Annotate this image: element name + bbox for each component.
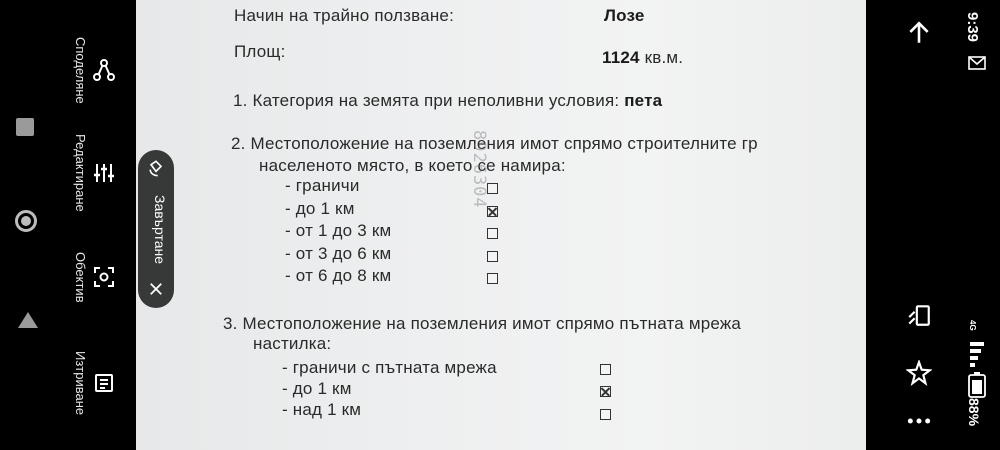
area-value: 1124 [602, 48, 640, 67]
q3-checkbox-0 [600, 364, 611, 375]
back-button[interactable] [18, 312, 38, 328]
q3-checkbox-2 [600, 409, 611, 420]
area-value-row [602, 48, 683, 68]
signal-icon [968, 340, 986, 370]
sliders-icon [92, 161, 116, 185]
delete-label: Изтриване [73, 350, 88, 416]
area-unit: кв.м. [644, 48, 684, 67]
rotate-icon [146, 158, 166, 178]
network-type: 4G [968, 320, 977, 331]
usage-label: Начин на трайно ползване: [234, 6, 455, 25]
q2-option-4: - от 6 до 8 км [285, 266, 392, 285]
stamp-number: 8926304 [469, 130, 489, 209]
document-photo [136, 0, 866, 450]
status-bar [956, 0, 1000, 450]
edit-label: Редактиране [73, 134, 88, 212]
share-icon [92, 58, 116, 82]
q3-line2: настилка: [253, 334, 332, 353]
q1-answer: пета [624, 91, 663, 110]
lens-action[interactable] [64, 227, 130, 327]
star-sparkle-icon[interactable] [906, 360, 932, 386]
battery-percent: 88% [966, 398, 982, 427]
q2-option-1: - до 1 км [285, 199, 355, 218]
q2-option-3: - от 3 до 6 км [285, 244, 392, 263]
close-icon[interactable] [147, 280, 165, 298]
q2-option-0: - граничи [285, 176, 360, 195]
q3-option-0: - граничи с пътната мрежа [282, 358, 497, 377]
share-label: Споделяне [73, 36, 88, 104]
q2-checkbox-3 [487, 251, 498, 262]
battery-icon [968, 372, 986, 398]
home-button[interactable] [15, 210, 37, 232]
q1-row [233, 91, 662, 111]
more-options-icon[interactable] [906, 408, 932, 434]
q2-checkbox-4 [487, 273, 498, 284]
lens-action-column [58, 0, 136, 450]
lens-icon [92, 265, 116, 289]
share-action[interactable] [64, 20, 130, 120]
q3-option-2: - над 1 км [282, 400, 362, 419]
mail-icon [968, 56, 986, 70]
q3-option-1: - до 1 км [282, 379, 352, 398]
q2-checkbox-2 [487, 228, 498, 239]
delete-action[interactable] [64, 333, 130, 433]
arrow-up-icon[interactable] [906, 20, 932, 46]
area-label: Площ: [234, 42, 286, 61]
right-tool-column [866, 0, 956, 450]
screenshot-scroll-icon[interactable] [906, 302, 932, 328]
usage-value: Лозе [604, 6, 645, 25]
rotate-button[interactable] [138, 150, 174, 308]
q2-line1: 2. Местоположение на поземления имот спрямо строителните гр [231, 134, 758, 153]
q1-text: 1. Категория на земята при неполивни условия: [233, 91, 620, 110]
rotate-label: Завъртане [152, 195, 168, 265]
recent-apps-button[interactable] [16, 118, 34, 136]
trash-icon [92, 371, 116, 395]
edit-action[interactable] [64, 123, 130, 223]
q2-option-2: - от 1 до 3 км [285, 221, 392, 240]
q2-line2: населеното място, в което се намира: [259, 156, 566, 175]
navigation-bar [0, 0, 58, 450]
q3-line1: 3. Местоположение на поземления имот спрямо пътната мрежа [223, 314, 742, 333]
q3-checkbox-1-checked [600, 386, 611, 397]
lens-label: Обектив [73, 251, 88, 303]
clock: 9:39 [964, 12, 981, 43]
